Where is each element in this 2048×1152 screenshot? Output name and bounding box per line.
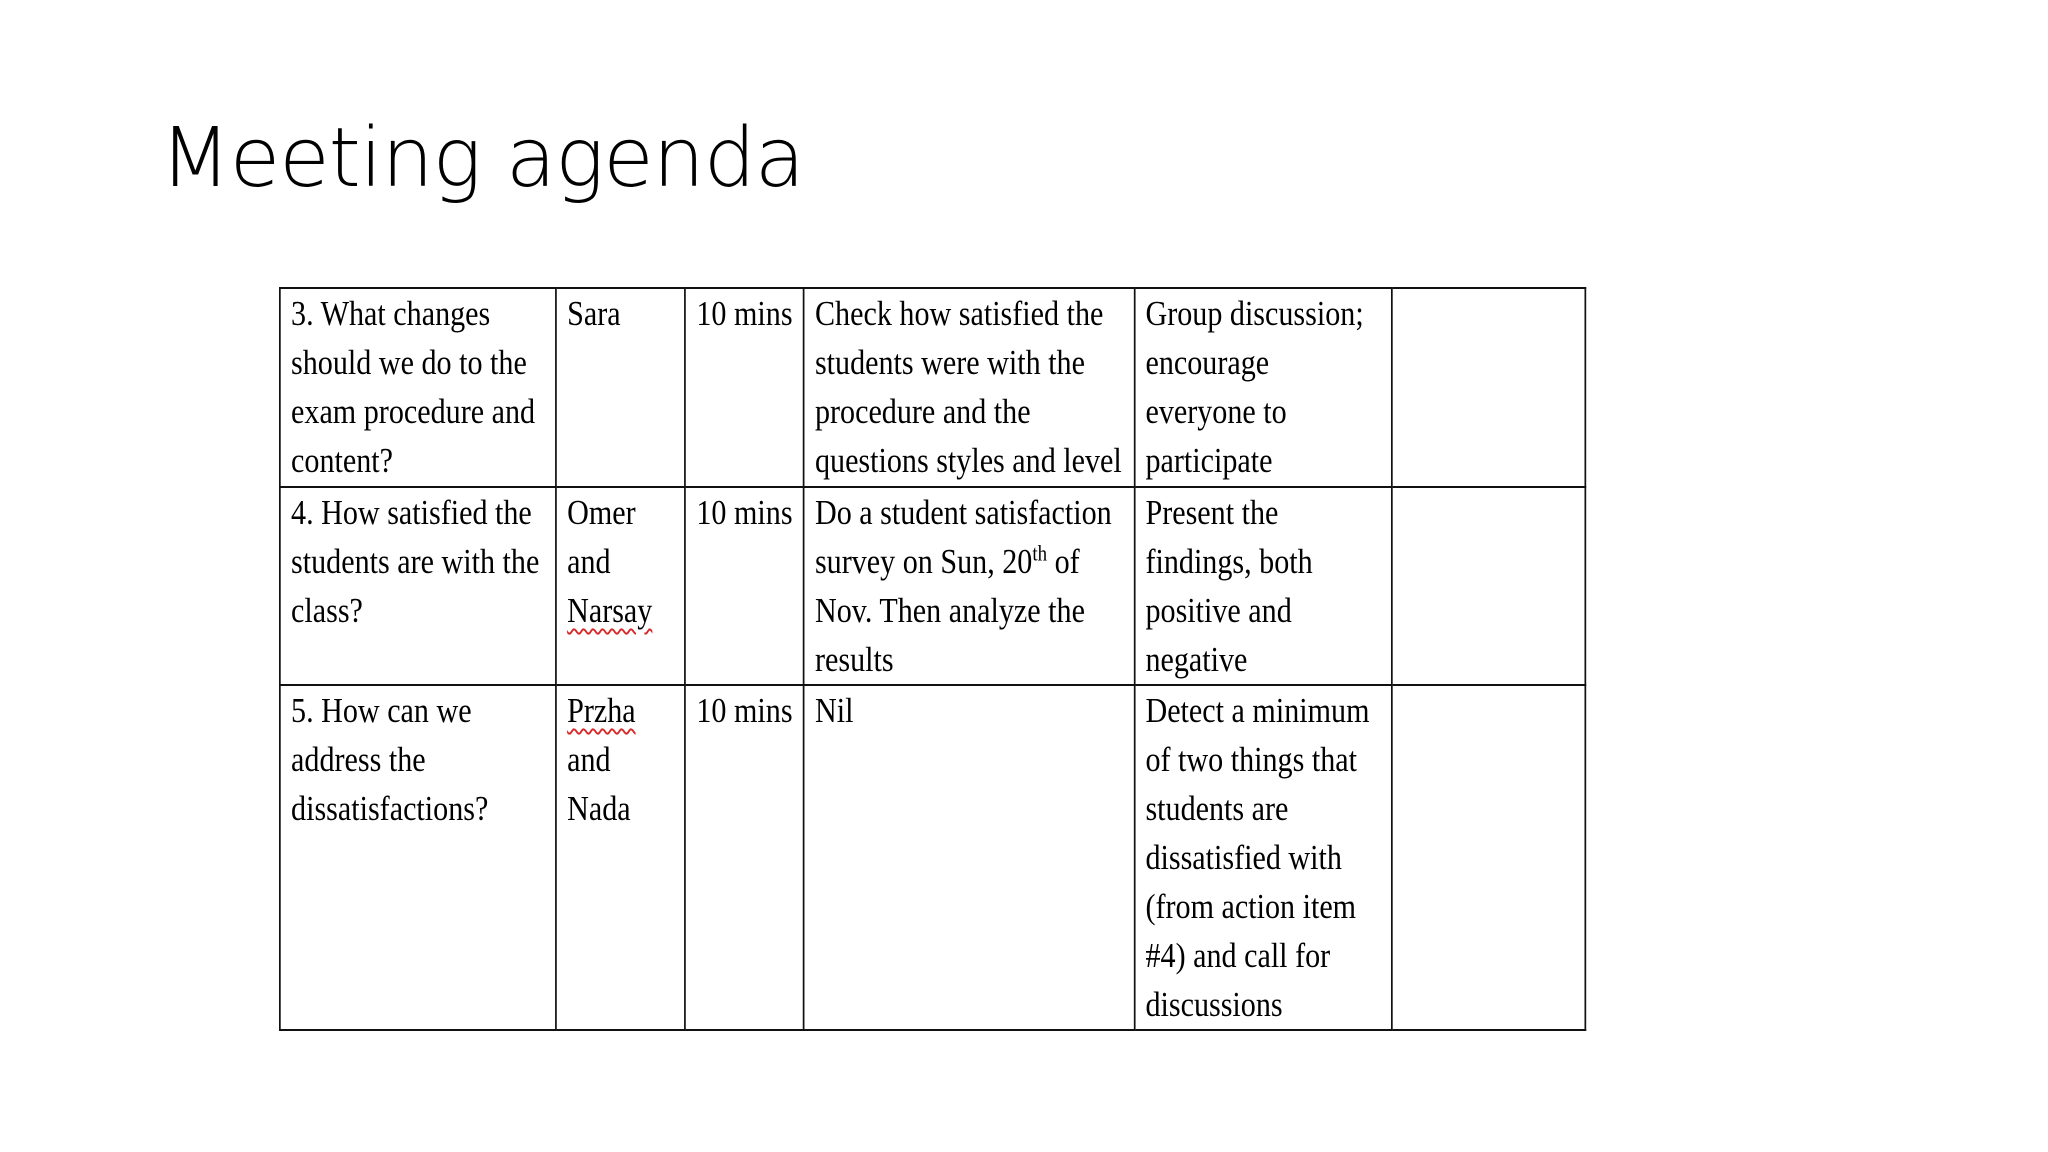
owner-cell: Omer and Narsay bbox=[556, 487, 685, 685]
time-cell: 10 mins bbox=[685, 487, 804, 685]
agenda-item-cell: 5. How can we address the dissatisfactions? bbox=[280, 685, 556, 1030]
activity-cell: Detect a minimum of two things that students are dissatisfied with (from action item #4) and call for discussions bbox=[1134, 685, 1392, 1030]
table-row bbox=[280, 487, 1585, 685]
agenda-table bbox=[279, 287, 1586, 1031]
action-cell: Check how satisfied the students were with the procedure and the questions styles and level bbox=[804, 288, 1134, 487]
owner-cell: Przha and Nada bbox=[556, 685, 685, 1030]
notes-cell bbox=[1392, 487, 1585, 685]
spellcheck-flagged-word: Przha bbox=[567, 691, 636, 730]
action-cell: Do a student satisfaction survey on Sun, 20th of Nov. Then analyze the results bbox=[804, 487, 1134, 685]
notes-cell bbox=[1392, 685, 1585, 1030]
activity-cell: Group discussion; encourage everyone to participate bbox=[1134, 288, 1392, 487]
time-cell: 10 mins bbox=[685, 685, 804, 1030]
agenda-item-cell: 4. How satisfied the students are with the class? bbox=[280, 487, 556, 685]
table-row bbox=[280, 685, 1585, 1030]
notes-cell bbox=[1392, 288, 1585, 487]
owner-cell: Sara bbox=[556, 288, 685, 487]
activity-cell: Present the findings, both positive and negative bbox=[1134, 487, 1392, 685]
spellcheck-flagged-word: Narsay bbox=[567, 591, 653, 630]
action-cell: Nil bbox=[804, 685, 1134, 1030]
slide-title: Meeting agenda bbox=[160, 111, 805, 206]
agenda-item-cell: 3. What changes should we do to the exam procedure and content? bbox=[280, 288, 556, 487]
time-cell: 10 mins bbox=[685, 288, 804, 487]
table-row bbox=[280, 288, 1585, 487]
